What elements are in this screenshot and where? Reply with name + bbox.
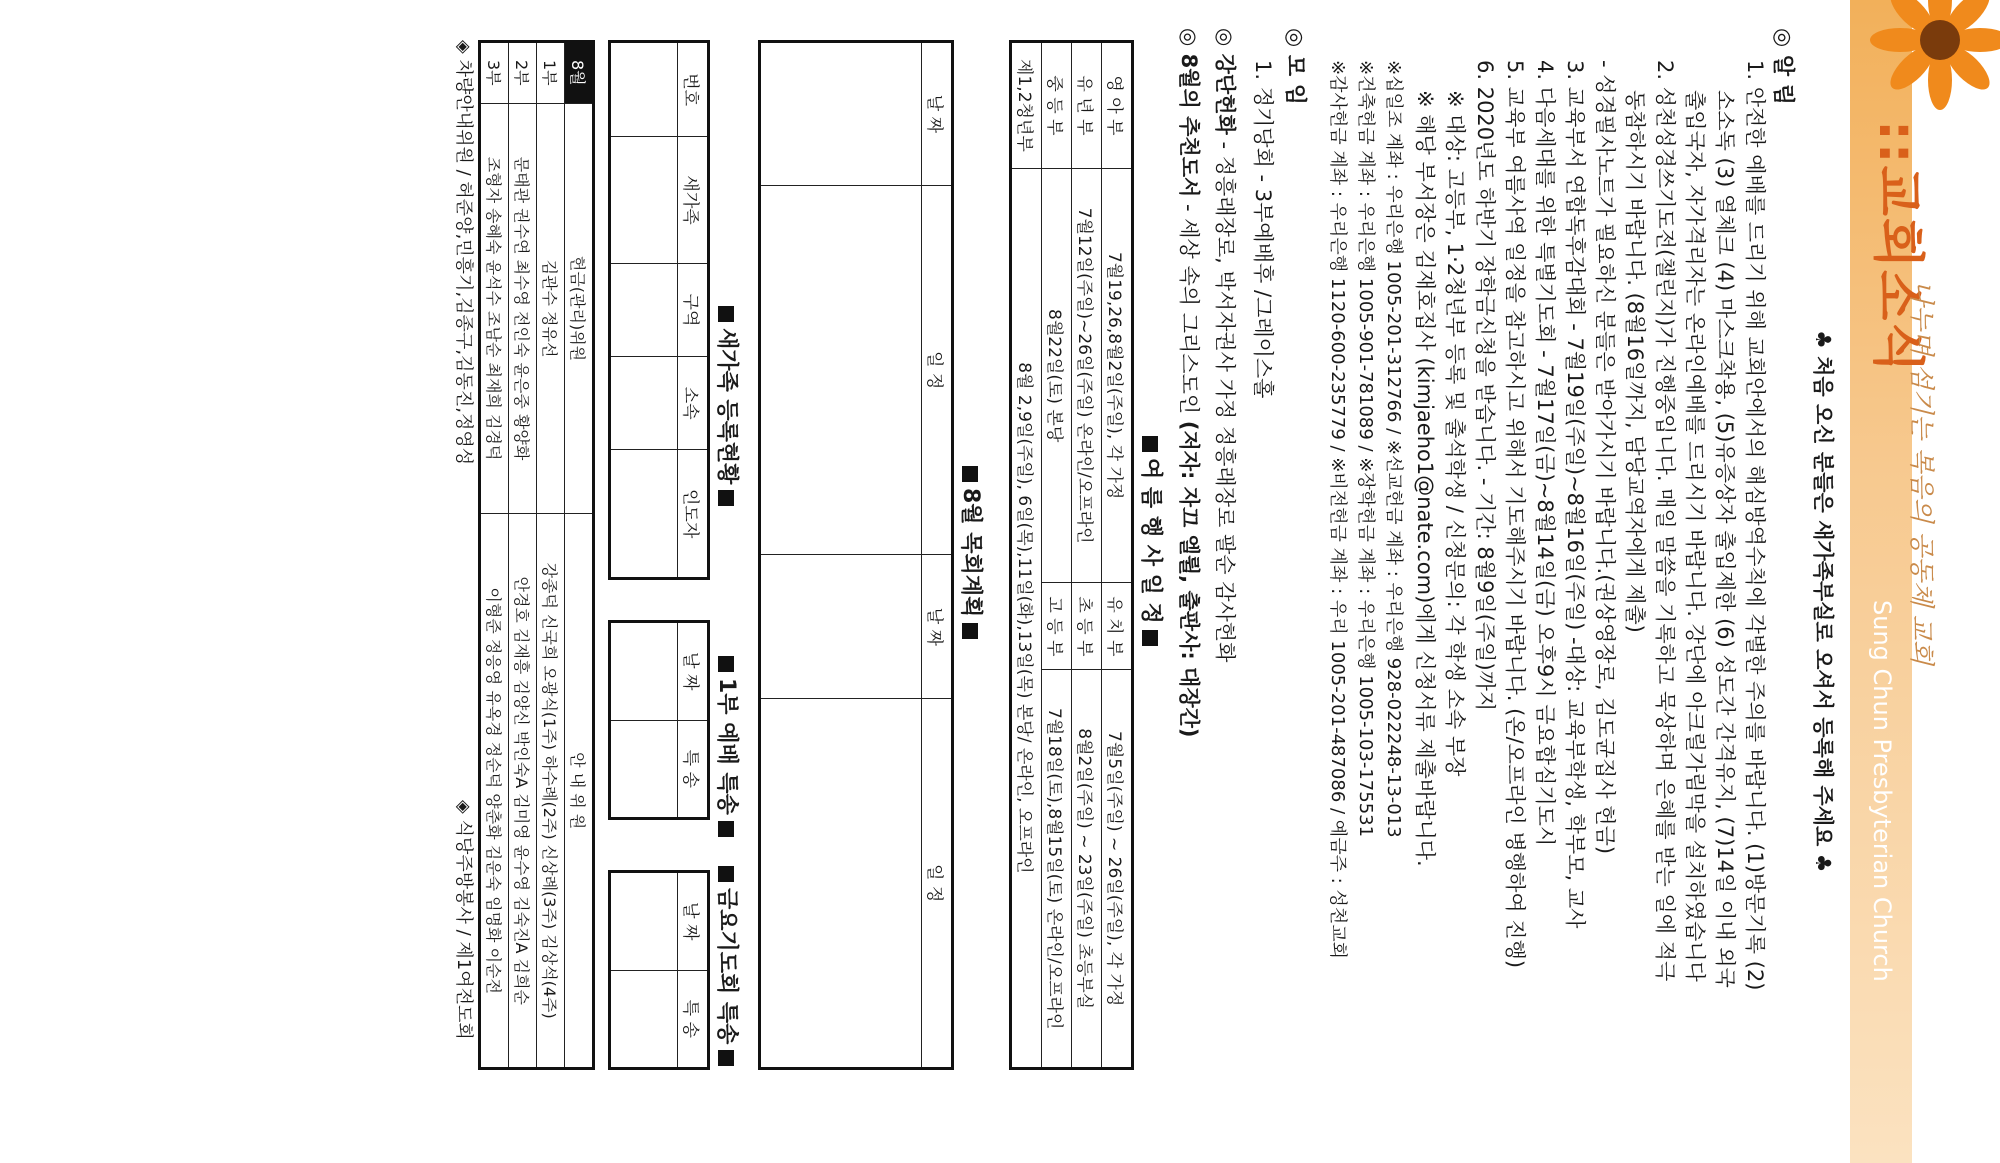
friday-song-table: 날 짜 특 송 [608,870,710,1070]
table-row: 유 년 부 7월12일(주일)~26일(주일) 온라인/오프라인 초 등 부 8월2일(주일) ~ 23일(주일) 초등부실 [1072,42,1102,1069]
duty-roster-table: 8월 헌금(관리)위원 안 내 위 원 1부 김관수 정유선 강종덕 신국희 오광식(1주) 하수례(2주) 신상례(3주) 김상석(4주) 2부 문태관 권수연 최수영 전인숙 윤은중 황양화 안경호 김재흥 김양신 박인숙A 김미영 윤수영 김숙진A 김희순 3부 조형자 송혜숙 윤석수 조남순 최재희 김경덕 이형준 정응영 유옥경 정순덕 양춘화 김운숙 임명화 이순전 [478,40,595,1070]
announcement-6: 6. 2020년도 하반기 장학금신청을 받습니다. - 기간: 8월9일(주일)까지 [1473,60,1497,712]
welcome-notice: ♣ 처음 오신 분들은 새가족부실로 오셔서 등록해 주세요 ♣ [1811,330,1835,873]
book-title: - 세상 속의 그리스도인 [1177,203,1201,415]
kitchen-volunteers: ◈ 식당주방봉사 / 제1여전도회 [453,800,474,1040]
account-line-3: ※감사헌금 계좌 : 우리은행 1120-600-235779 / ※비전헌금 계좌 : 우리 1005-201-487086 / 예금주 : 성천교회 [1327,60,1348,960]
announcement-2-line1: 2. 성천성경쓰기도전(챌린지)가 진행중입니다. 매일 말씀을 기록하고 묵상하며 은혜를 받는 일에 적극 [1653,60,1677,982]
table-row: 중 등 부 8월22일(토) 본당 고 등 부 7월18일(토),8월15일(토) 온라인/오프라인 [1042,42,1072,1069]
service1-caption: 1부 예배 특송 [713,650,744,843]
book-label: ◎ 8월의 추천도서 [1177,28,1201,198]
book-detail: (저자: 자끄 엘륄, 출판사: 대장간) [1177,420,1201,738]
account-line-1: ※십일조 계좌 : 우리은행 1005-201-312766 / ※선교헌금 계좌 : 우리은행 928-022248-13-013 [1383,60,1404,838]
table-row: 3부 조형자 송혜숙 윤석수 조남순 최재희 김경덕 이형준 정응영 유옥경 정순덕 양춘화 김운숙 임명화 이순전 [480,42,509,1069]
pastoral-caption: 8월 목회계획 [957,460,988,645]
announcement-1-line2: 소소독 (3) 열체크 (4) 마스크착용, (5)유증상자 출입제한 (6) 성도간 간격유지, (7)14일 이내 외국 [1713,90,1737,988]
table-row: 2부 문태관 권수연 최수영 전인숙 윤은중 황양화 안경호 김재흥 김양신 박인숙A 김미영 윤수영 김숙진A 김희순 [509,42,537,1069]
meeting-item: 1. 정기당회 - 3부예배후 /그레이스홀 [1251,60,1275,399]
newcomers-caption: 새가족 등록현황 [713,300,744,512]
announcement-1-line1: 1. 안전한 예배를 드리기 위해 교회안에서의 해심방역수칙에 각별한 주의를 바랍니다. (1)방문기록 (2) [1743,60,1767,991]
church-name: Sung Chun Presbyterian Church [1868,600,1896,982]
summer-caption: 여 름 행 사 일 정 [1137,430,1168,652]
page-title: ::교회소식 [1867,120,1927,375]
announcements-heading: ◎ 알 림 [1770,28,1795,106]
flower-icon [1870,0,2000,110]
table-row: 제1,2청년부 8월 2,9일(주일), 6일(목),11일(화),13일(목) 본당/ 온라인, 오프라인 [1011,42,1042,1069]
account-line-2: ※건축헌금 계좌 : 우리은행 1005-901-781089 / ※장학헌금 계좌 : 우리은행 1005-103-175531 [1355,60,1376,838]
announcement-3: 3. 교육부서 연합독후감대회 - 7월19일(주일)~8월16일(주일) -대상: 교육부학생, 학부모, 교사 [1563,60,1587,929]
pastoral-plan-table: 날 짜 일 정 날 짜 일 정 [758,40,954,1070]
driver-volunteers: ◈ 차량안내위원 / 허준양,민흥기,김종구,김동진,정영성 [453,40,474,466]
table-row: 1부 김관수 정유선 강종덕 신국희 오광식(1주) 하수례(2주) 신상례(3주) 김상석(4주) [537,42,565,1069]
altar-flowers-text: - 정흥래장로, 박서자권사 가정 정흥래장로 팔순 감사헌화 [1213,141,1237,663]
summer-schedule-table [1009,40,1134,1070]
announcement-2-line2: 동참하시기 바랍니다. (8월16일까지, 담당교역자에게 제출) [1623,90,1647,633]
announcement-4: 4. 다음세대를 위한 특별기도회 - 7월17일(금)~8월14일(금) 오후9시 금요합심기도시 [1533,60,1557,847]
bulletin-header [1850,0,2000,1163]
church-slogan: 나누며 섬기는 복음의 공동체 교회 [1906,280,1936,665]
friday-caption: 금요기도회 특송 [713,860,744,1072]
meetings-heading: ◎ 모 임 [1282,28,1307,106]
announcement-5: 5. 교육부 여름사역 일정을 참고하시고 위해서 기도해주시기 바랍니다. (온/오프라인 병행하여 진행) [1503,60,1527,969]
newcomers-table: 번호 새가족 구역 소속 인도자 [608,40,710,580]
announcement-1-line3: 출입국자, 자가격리자는 온라인예배를 드리시기 바랍니다. 강단에 아크릴가림막을 설치하였습니다 [1683,90,1707,982]
altar-flowers-label: ◎ 강단헌화 [1213,28,1237,135]
service1-song-table: 날 짜 특 송 [608,620,710,820]
announcement-6-submit: ※ 해당 부서장은 김재호집사 (kimjaeho1@nate.com)에게 신청서류 제출바랍니다. [1413,90,1437,867]
announcement-2-note: - 성경필사노트가 필요하신 분들은 받아가시기 바랍니다.(권상영장로, 김도균집사 헌금) [1593,60,1617,855]
table-row: 영 아 부 7월19,26,8월2일(주일), 각 가정 유 치 부 7월5일(주일) ~ 26일(주일), 각 가정 [1102,42,1133,1069]
announcement-6-target: ※ 대상: 고등부, 1·2청년부 등록 및 출석학생 / 신청문의: 각 학생 소속 부장 [1443,90,1467,777]
